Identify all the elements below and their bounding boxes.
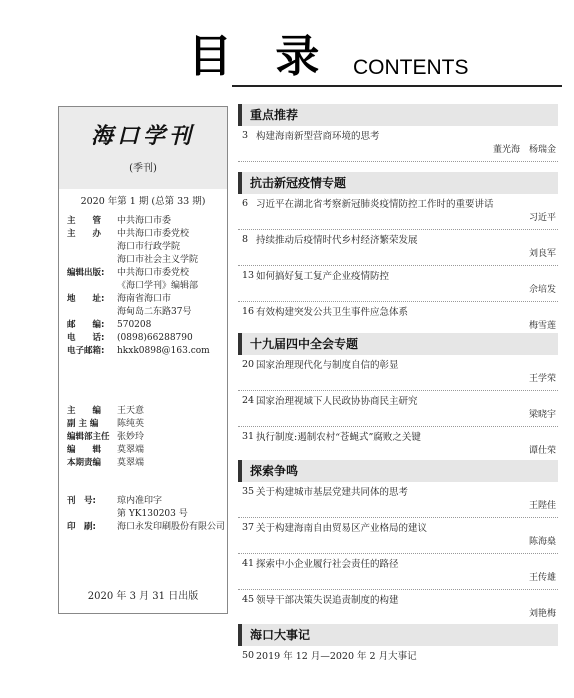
masthead-header [59, 107, 227, 189]
entry-title: 领导干部决策失误追责制度的构建 [256, 595, 399, 606]
masthead-info [67, 215, 227, 358]
info-row [67, 228, 227, 241]
print-row [67, 521, 227, 534]
toc-section [238, 624, 558, 668]
staff-row [67, 444, 227, 457]
staff-row [67, 405, 227, 418]
entry-author: 王学荣 [528, 374, 556, 384]
info-value: 海口市行政学院 [117, 242, 181, 252]
toc-entry[interactable] [238, 359, 558, 391]
entry-title: 国家治理现代化与制度自信的彰显 [256, 360, 399, 371]
print-value: 琼内准印字 [117, 496, 163, 506]
entry-author: 王传雄 [528, 573, 556, 583]
info-label: 邮 编: [67, 320, 105, 330]
page-title-en: CONTENTS [353, 56, 469, 79]
entry-page-number: 35 [242, 486, 255, 497]
entry-title: 关于构建城市基层党建共同体的思考 [256, 487, 409, 498]
info-value: 中共海口市委党校 [117, 268, 190, 278]
masthead-print [67, 495, 227, 534]
toc-entry[interactable] [238, 130, 558, 162]
entry-author: 谭仕荣 [528, 446, 556, 456]
info-row [67, 254, 227, 267]
info-row [67, 345, 227, 358]
staff-label: 编辑部主任 [67, 432, 110, 442]
info-value: 中共海口市委党校 [117, 229, 190, 239]
entry-title: 习近平在湖北省考察新冠肺炎疫情防控工作时的重要讲话 [256, 199, 494, 210]
entry-page-number: 16 [242, 306, 255, 317]
entry-page-number: 37 [242, 522, 255, 533]
entry-title: 构建海南新型营商环境的思考 [256, 131, 380, 142]
toc-entry[interactable] [238, 395, 558, 427]
staff-value: 莫翠端 [117, 445, 145, 455]
info-value: 《海口学刊》编辑部 [117, 281, 199, 291]
info-value: 海南省海口市 [117, 294, 172, 304]
info-value: 海甸岛二东路37号 [117, 307, 192, 317]
info-value: 中共海口市委 [117, 216, 172, 226]
entry-page-number: 41 [242, 558, 255, 569]
print-row [67, 508, 227, 521]
toc-entry[interactable] [238, 431, 558, 463]
toc-entry[interactable] [238, 650, 558, 668]
toc-section [238, 104, 558, 162]
info-label: 地 址: [67, 294, 105, 304]
staff-value: 陈纯英 [117, 419, 145, 429]
masthead-panel [58, 106, 228, 614]
section-heading: 海口大事记 [238, 624, 558, 646]
toc-section [238, 460, 558, 626]
section-heading: 探索争鸣 [238, 460, 558, 482]
section-heading: 重点推荐 [238, 104, 558, 126]
info-value: (0898)66288790 [117, 333, 193, 343]
entry-author: 刘良军 [528, 249, 556, 259]
staff-value: 张妙玲 [117, 432, 145, 442]
staff-row [67, 418, 227, 431]
entry-page-number: 50 [242, 650, 255, 661]
info-row [67, 215, 227, 228]
entry-page-number: 20 [242, 359, 255, 370]
entry-title: 关于构建海南自由贸易区产业格局的建议 [256, 523, 428, 534]
toc-entry[interactable] [238, 198, 558, 230]
entry-author: 梅雪莲 [528, 321, 556, 331]
entry-page-number: 45 [242, 594, 255, 605]
print-label: 印 刷: [67, 522, 96, 532]
issue-number: 2020 年第 1 期 (总第 33 期) [80, 196, 206, 207]
entry-title: 执行制度:遏制农村“苍蝇式”腐败之关键 [256, 432, 421, 443]
print-value: 海口永发印刷股份有限公司 [117, 522, 226, 532]
staff-row [67, 457, 227, 470]
staff-value: 王天意 [117, 406, 145, 416]
entry-author: 梁晓宇 [528, 410, 556, 420]
staff-label: 本期责编 [67, 458, 102, 468]
entry-page-number: 8 [242, 234, 249, 245]
info-label: 主 管 [67, 216, 102, 226]
info-row [67, 293, 227, 306]
entry-title: 有效构建突发公共卫生事件应急体系 [256, 307, 409, 318]
staff-label: 副 主 编 [67, 419, 99, 429]
journal-logo: 海口学刊 [90, 123, 195, 149]
entry-page-number: 13 [242, 270, 255, 281]
entry-title: 探索中小企业履行社会责任的路径 [256, 559, 399, 570]
section-heading: 抗击新冠疫情专题 [238, 172, 558, 194]
entry-title: 国家治理视域下人民政协协商民主研究 [256, 396, 418, 407]
info-label: 编辑出版: [67, 268, 105, 278]
info-label: 电子邮箱: [67, 346, 105, 356]
title-divider [232, 85, 562, 87]
print-value: 第 YK130203 号 [117, 509, 188, 519]
info-row [67, 280, 227, 293]
entry-page-number: 31 [242, 431, 255, 442]
info-row [67, 306, 227, 319]
entry-page-number: 3 [242, 130, 249, 141]
entry-title: 如何搞好复工复产企业疫情防控 [256, 271, 390, 282]
entry-page-number: 6 [242, 198, 249, 209]
entry-title: 2019 年 12 月—2020 年 2 月大事记 [256, 651, 417, 662]
info-row [67, 241, 227, 254]
journal-frequency: (季刊) [129, 163, 157, 174]
page-header [188, 31, 498, 82]
entry-author: 王陛佳 [528, 501, 556, 511]
publication-date: 2020 年 3 月 31 日出版 [87, 591, 199, 602]
info-row [67, 267, 227, 280]
info-value: 570208 [117, 320, 152, 330]
entry-author: 佘培发 [528, 285, 556, 295]
toc-entry[interactable] [238, 522, 558, 554]
info-value: hkxk0898@163.com [117, 346, 210, 356]
info-value: 海口市社会主义学院 [117, 255, 199, 265]
toc-entry[interactable] [238, 558, 558, 590]
entry-page-number: 24 [242, 395, 255, 406]
page-title: 目 录 [188, 31, 334, 82]
toc-section [238, 333, 558, 463]
toc-entry[interactable] [238, 270, 558, 302]
entry-author: 董光海 杨瑞金 [492, 145, 556, 155]
section-heading: 十九届四中全会专题 [238, 333, 558, 355]
toc-entry[interactable] [238, 594, 558, 626]
staff-label: 主 编 [67, 406, 102, 416]
masthead-staff [67, 405, 227, 470]
print-label: 刊 号: [67, 496, 96, 506]
info-row [67, 332, 227, 345]
entry-author: 习近平 [528, 213, 556, 223]
print-row [67, 495, 227, 508]
staff-value: 莫翠端 [117, 458, 145, 468]
entry-author: 陈海燊 [528, 537, 556, 547]
toc-section [238, 172, 558, 338]
entry-title: 持续推动后疫情时代乡村经济繁荣发展 [256, 235, 418, 246]
toc-entry[interactable] [238, 234, 558, 266]
toc-entry[interactable] [238, 486, 558, 518]
info-row [67, 319, 227, 332]
staff-label: 编 辑 [67, 445, 102, 455]
entry-author: 刘艳梅 [528, 609, 556, 619]
staff-row [67, 431, 227, 444]
info-label: 主 办 [67, 229, 102, 239]
info-label: 电 话: [67, 333, 105, 343]
